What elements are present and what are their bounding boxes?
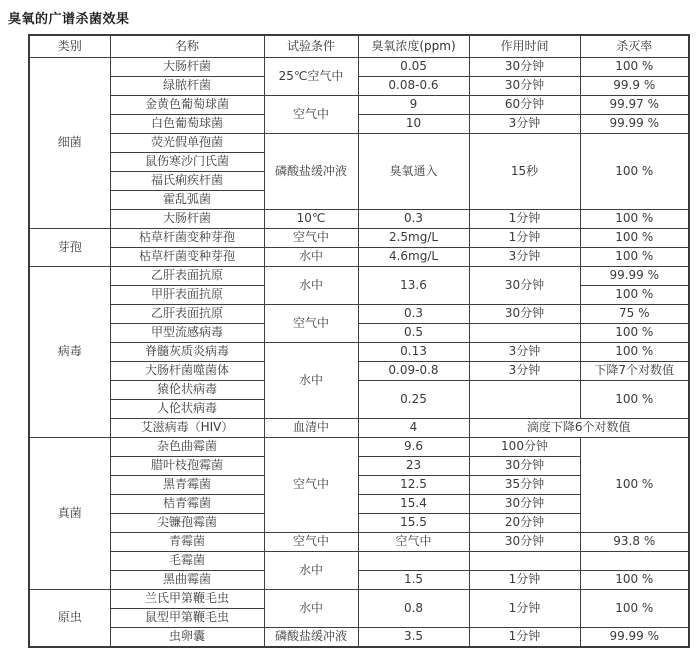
table-cell: 人伦状病毒 bbox=[110, 400, 264, 419]
table-cell: 2.5mg/L bbox=[358, 229, 469, 248]
table-cell: 100 % bbox=[580, 229, 689, 248]
table-cell: 100 % bbox=[580, 381, 689, 419]
table-cell: 杂色曲霉菌 bbox=[110, 438, 264, 457]
table-cell: 100 % bbox=[580, 248, 689, 267]
table-cell: 99.99 % bbox=[580, 115, 689, 134]
table-cell: 9.6 bbox=[358, 438, 469, 457]
column-header: 试验条件 bbox=[264, 35, 358, 58]
table-cell: 真菌 bbox=[29, 438, 110, 590]
table-cell: 血清中 bbox=[264, 419, 358, 438]
table-cell: 3分钟 bbox=[469, 343, 580, 362]
table-row bbox=[29, 248, 689, 267]
table-cell: 0.08-0.6 bbox=[358, 77, 469, 96]
table-cell: 空气中 bbox=[264, 533, 358, 552]
table-cell: 15秒 bbox=[469, 134, 580, 210]
table-cell: 磷酸盐缓冲液 bbox=[264, 134, 358, 210]
column-header: 臭氧浓度(ppm) bbox=[358, 35, 469, 58]
table-cell: 艾滋病毒（HIV） bbox=[110, 419, 264, 438]
table-cell: 臭氧通入 bbox=[358, 134, 469, 210]
table-cell: 大肠杆菌噬菌体 bbox=[110, 362, 264, 381]
table-cell: 99.9 % bbox=[580, 77, 689, 96]
table-cell: 15.4 bbox=[358, 495, 469, 514]
table-cell: 水中 bbox=[264, 248, 358, 267]
table-cell: 35分钟 bbox=[469, 476, 580, 495]
table-cell: 12.5 bbox=[358, 476, 469, 495]
table-cell: 芽孢 bbox=[29, 229, 110, 267]
table-cell: 60分钟 bbox=[469, 96, 580, 115]
table-cell bbox=[358, 552, 469, 571]
table-cell: 0.8 bbox=[358, 590, 469, 628]
table-row bbox=[29, 571, 689, 590]
table-cell: 1.5 bbox=[358, 571, 469, 590]
table-cell: 100 % bbox=[580, 134, 689, 210]
table-cell: 10℃ bbox=[264, 210, 358, 229]
table-row bbox=[29, 628, 689, 648]
table-cell: 10 bbox=[358, 115, 469, 134]
table-row bbox=[29, 362, 689, 381]
table-cell: 100 % bbox=[580, 438, 689, 533]
table-cell: 1分钟 bbox=[469, 229, 580, 248]
table-row bbox=[29, 229, 689, 248]
table-cell: 空气中 bbox=[264, 305, 358, 343]
table-cell: 枯草杆菌变种芽孢 bbox=[110, 229, 264, 248]
table-cell: 0.3 bbox=[358, 305, 469, 324]
table-row bbox=[29, 96, 689, 115]
table-cell: 甲型流感病毒 bbox=[110, 324, 264, 343]
table-cell: 甲肝表面抗原 bbox=[110, 286, 264, 305]
table-row bbox=[29, 210, 689, 229]
table-cell: 0.25 bbox=[358, 381, 469, 419]
table-cell: 腊叶枝孢霉菌 bbox=[110, 457, 264, 476]
table-body bbox=[29, 58, 689, 648]
table-cell: 脊髓灰质炎病毒 bbox=[110, 343, 264, 362]
table-cell: 3.5 bbox=[358, 628, 469, 648]
table-cell: 100 % bbox=[580, 571, 689, 590]
table-cell: 黑青霉菌 bbox=[110, 476, 264, 495]
table-row bbox=[29, 58, 689, 77]
table-cell: 鼠型甲第鞭毛虫 bbox=[110, 609, 264, 628]
table-row bbox=[29, 134, 689, 153]
table-cell: 100分钟 bbox=[469, 438, 580, 457]
table-cell: 空气中 bbox=[264, 229, 358, 248]
table-cell: 鼠伤寒沙门氏菌 bbox=[110, 153, 264, 172]
table-cell: 猿伦状病毒 bbox=[110, 381, 264, 400]
table-row bbox=[29, 381, 689, 400]
table-cell: 100 % bbox=[580, 590, 689, 628]
table-cell: 93.8 % bbox=[580, 533, 689, 552]
table-cell: 100 % bbox=[580, 343, 689, 362]
table-cell: 1分钟 bbox=[469, 590, 580, 628]
table-cell: 0.5 bbox=[358, 324, 469, 343]
table-row bbox=[29, 419, 689, 438]
table-cell: 4 bbox=[358, 419, 469, 438]
table-cell: 毛霉菌 bbox=[110, 552, 264, 571]
table-cell: 病毒 bbox=[29, 267, 110, 438]
table-cell: 100 % bbox=[580, 58, 689, 77]
table-cell bbox=[580, 552, 689, 571]
table-cell: 霍乱弧菌 bbox=[110, 191, 264, 210]
table-cell: 乙肝表面抗原 bbox=[110, 267, 264, 286]
table-cell: 水中 bbox=[264, 552, 358, 590]
table-cell: 桔青霉菌 bbox=[110, 495, 264, 514]
table-cell: 99.97 % bbox=[580, 96, 689, 115]
table-row bbox=[29, 77, 689, 96]
column-header: 杀灭率 bbox=[580, 35, 689, 58]
table-row bbox=[29, 533, 689, 552]
table-cell: 大肠杆菌 bbox=[110, 58, 264, 77]
table-row bbox=[29, 343, 689, 362]
table-cell: 0.3 bbox=[358, 210, 469, 229]
table-cell: 20分钟 bbox=[469, 514, 580, 533]
table-cell: 青霉菌 bbox=[110, 533, 264, 552]
table-cell: 100 % bbox=[580, 286, 689, 305]
table-cell: 15.5 bbox=[358, 514, 469, 533]
table-cell: 磷酸盐缓冲液 bbox=[264, 628, 358, 648]
table-cell: 大肠杆菌 bbox=[110, 210, 264, 229]
table-cell bbox=[469, 324, 580, 343]
table-row bbox=[29, 324, 689, 343]
table-cell: 99.99 % bbox=[580, 267, 689, 286]
table-cell bbox=[469, 552, 580, 571]
table-cell: 虫卵囊 bbox=[110, 628, 264, 648]
table-row bbox=[29, 115, 689, 134]
table-cell: 0.05 bbox=[358, 58, 469, 77]
table-cell: 黑曲霉菌 bbox=[110, 571, 264, 590]
table-cell: 1分钟 bbox=[469, 210, 580, 229]
table-row bbox=[29, 438, 689, 457]
table-cell: 枯草杆菌变种芽孢 bbox=[110, 248, 264, 267]
table-cell: 1分钟 bbox=[469, 628, 580, 648]
table-cell: 9 bbox=[358, 96, 469, 115]
table-cell: 细菌 bbox=[29, 58, 110, 229]
table-cell: 23 bbox=[358, 457, 469, 476]
table-cell: 1分钟 bbox=[469, 571, 580, 590]
table-cell: 30分钟 bbox=[469, 267, 580, 305]
table-cell: 30分钟 bbox=[469, 58, 580, 77]
table-cell: 空气中 bbox=[264, 96, 358, 134]
column-header: 名称 bbox=[110, 35, 264, 58]
table-cell: 100 % bbox=[580, 324, 689, 343]
column-header: 作用时间 bbox=[469, 35, 580, 58]
table-cell: 75 % bbox=[580, 305, 689, 324]
table-cell: 0.09-0.8 bbox=[358, 362, 469, 381]
table-cell: 水中 bbox=[264, 590, 358, 628]
table-cell: 滴度下降6个对数值 bbox=[469, 419, 689, 438]
table-cell: 下降7个对数值 bbox=[580, 362, 689, 381]
table-cell bbox=[469, 381, 580, 419]
table-cell: 3分钟 bbox=[469, 248, 580, 267]
page-title: 臭氧的广谱杀菌效果 bbox=[8, 12, 130, 27]
table-cell: 尖镰孢霉菌 bbox=[110, 514, 264, 533]
table-cell: 0.13 bbox=[358, 343, 469, 362]
table-cell: 乙肝表面抗原 bbox=[110, 305, 264, 324]
table-cell: 空气中 bbox=[358, 533, 469, 552]
table-cell: 13.6 bbox=[358, 267, 469, 305]
table-cell: 福氏痢疾杆菌 bbox=[110, 172, 264, 191]
column-header: 类别 bbox=[29, 35, 110, 58]
table-cell: 3分钟 bbox=[469, 362, 580, 381]
table-cell: 荧光假单孢菌 bbox=[110, 134, 264, 153]
table-cell: 白色葡萄球菌 bbox=[110, 115, 264, 134]
table-cell: 原虫 bbox=[29, 590, 110, 648]
table-row bbox=[29, 552, 689, 571]
table-cell: 金黄色葡萄球菌 bbox=[110, 96, 264, 115]
table-cell: 兰氏甲第鞭毛虫 bbox=[110, 590, 264, 609]
table-cell: 30分钟 bbox=[469, 533, 580, 552]
table-cell: 25℃空气中 bbox=[264, 58, 358, 96]
table-cell: 空气中 bbox=[264, 438, 358, 533]
table-cell: 水中 bbox=[264, 267, 358, 305]
table-cell: 100 % bbox=[580, 210, 689, 229]
table-cell: 4.6mg/L bbox=[358, 248, 469, 267]
table-cell: 30分钟 bbox=[469, 305, 580, 324]
table-cell: 99.99 % bbox=[580, 628, 689, 648]
table-cell: 绿脓杆菌 bbox=[110, 77, 264, 96]
table-cell: 3分钟 bbox=[469, 115, 580, 134]
table-row bbox=[29, 305, 689, 324]
table-cell: 30分钟 bbox=[469, 77, 580, 96]
table-cell: 30分钟 bbox=[469, 457, 580, 476]
table-row bbox=[29, 590, 689, 609]
sterilization-table bbox=[28, 34, 690, 648]
table-cell: 30分钟 bbox=[469, 495, 580, 514]
table-row bbox=[29, 267, 689, 286]
table-cell: 水中 bbox=[264, 343, 358, 419]
table-header-row bbox=[29, 35, 689, 58]
